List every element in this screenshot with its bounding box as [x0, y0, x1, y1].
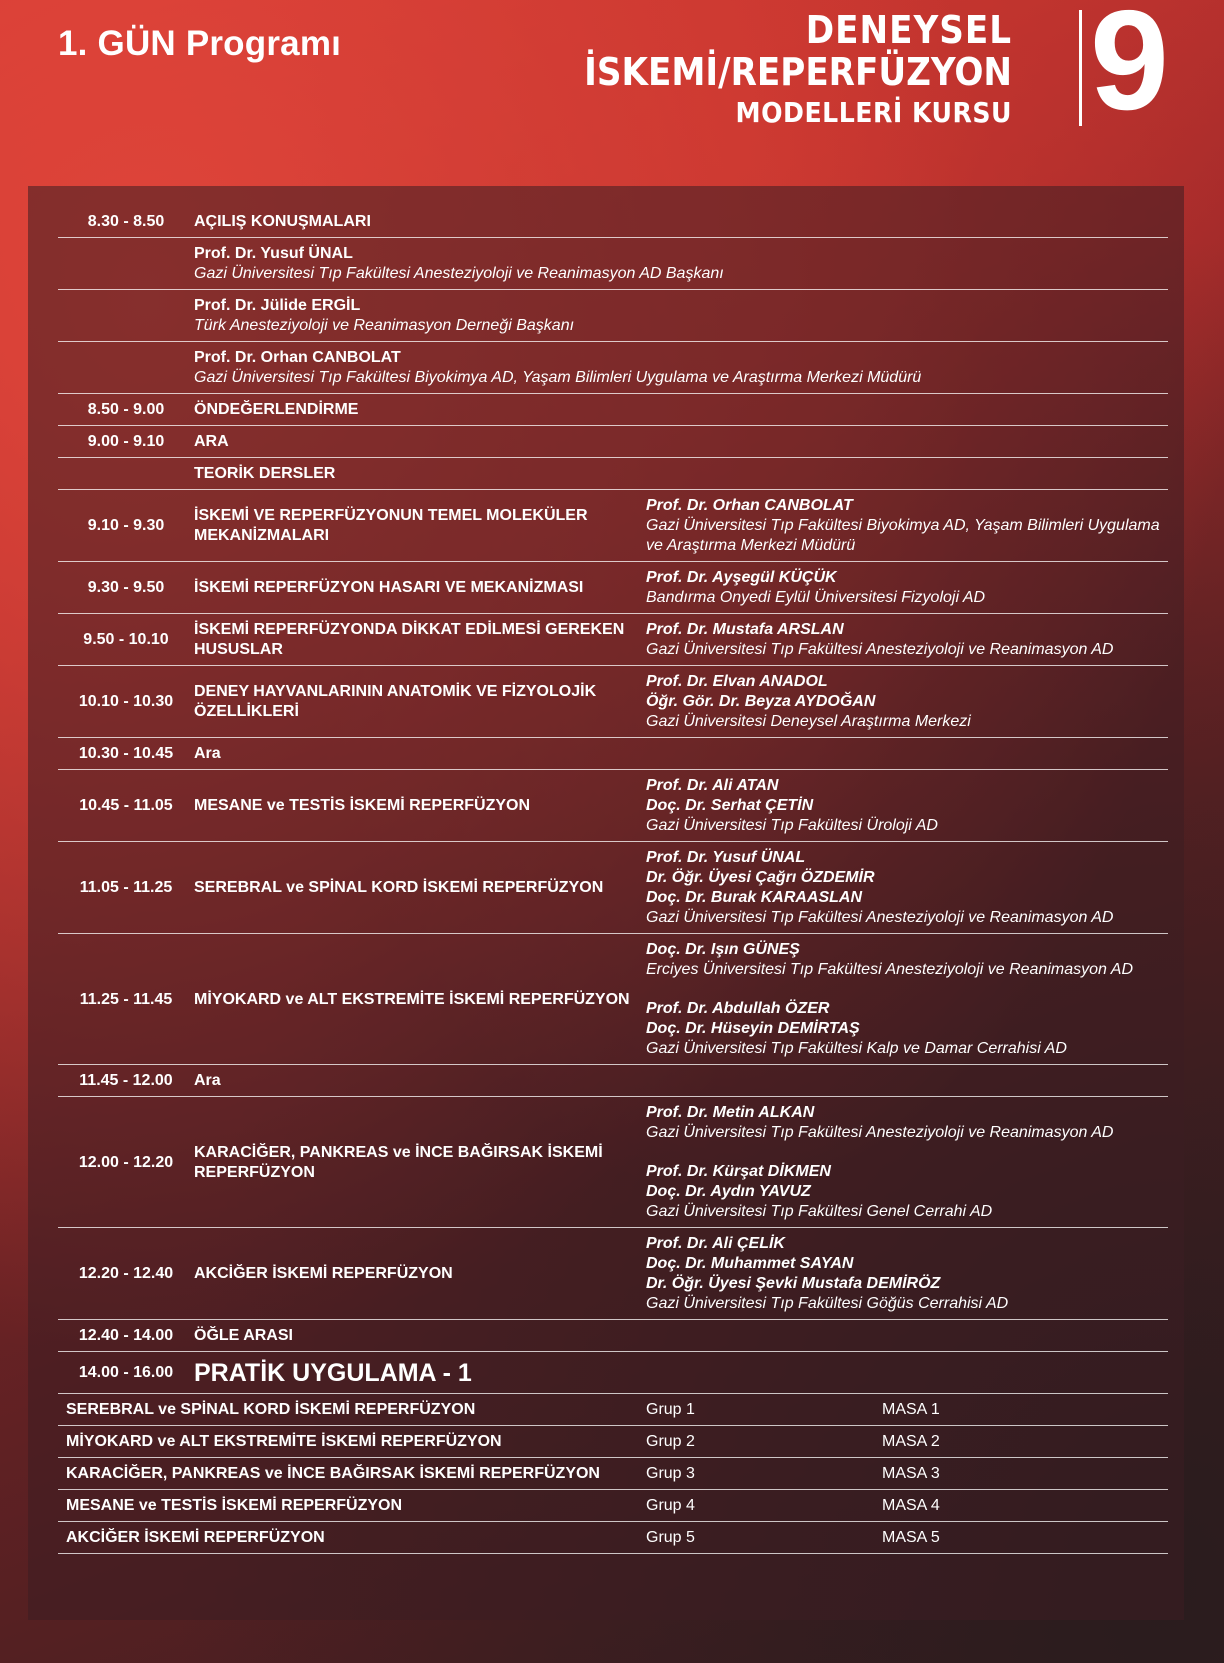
practical-row [58, 1458, 1168, 1490]
speaker-cell [646, 620, 1168, 660]
session-time: 9.10 - 9.30 [87, 517, 165, 534]
practical-topic: MİYOKARD ve ALT EKSTREMİTE İSKEMİ REPERFÜZYON [66, 1433, 502, 1450]
speaker-block [646, 940, 1168, 980]
session-topic: ÖNDEĞERLENDİRME [194, 401, 359, 418]
page-title: 1. GÜN Programı [58, 24, 342, 63]
speaker-name: Prof. Dr. Ayşegül KÜÇÜK [646, 569, 837, 586]
speaker-name: Prof. Dr. Metin ALKAN [646, 1104, 815, 1121]
session-time: 11.05 - 11.25 [79, 879, 173, 896]
session-row [58, 562, 1168, 614]
session-time: 14.00 - 16.00 [78, 1364, 174, 1381]
speaker-block [646, 620, 1168, 660]
session-topic: ARA [194, 433, 229, 450]
session-time: 12.20 - 12.40 [78, 1265, 174, 1282]
practical-table: MASA 1 [882, 1401, 940, 1418]
speaker-cell [646, 1234, 1168, 1314]
session-topic: SEREBRAL ve SPİNAL KORD İSKEMİ REPERFÜZYON [194, 879, 604, 896]
opening-speaker-row [58, 290, 1168, 342]
speaker-name: Prof. Dr. Kürşat DİKMEN [646, 1163, 831, 1180]
session-row [58, 1065, 1168, 1097]
speaker-affiliation: Gazi Üniversitesi Tıp Fakültesi Anesteziyoloji ve Reanimasyon AD Başkanı [194, 265, 724, 282]
practical-row [58, 1426, 1168, 1458]
session-time: 10.45 - 11.05 [79, 797, 173, 814]
logo-line-1: DENEYSEL [805, 8, 1012, 52]
speaker-cell [646, 848, 1168, 928]
speaker-name: Doç. Dr. Serhat ÇETİN [646, 797, 814, 814]
program-panel [28, 186, 1184, 1620]
session-list [58, 394, 1168, 1394]
session-row [58, 1228, 1168, 1320]
practical-table: MASA 2 [882, 1433, 940, 1450]
practical-list [58, 1394, 1168, 1554]
schedule-table [58, 206, 1168, 1554]
session-topic: MESANE ve TESTİS İSKEMİ REPERFÜZYON [194, 797, 531, 814]
session-topic: DENEY HAYVANLARININ ANATOMİK VE FİZYOLOJİK ÖZELLİKLERİ [194, 683, 597, 720]
speaker-affiliation: Gazi Üniversitesi Tıp Fakültesi Anesteziyoloji ve Reanimasyon AD [646, 1124, 1114, 1141]
session-row [58, 666, 1168, 738]
session-time: 9.30 - 9.50 [87, 579, 165, 596]
speaker-cell [646, 1103, 1168, 1222]
speaker-name: Prof. Dr. Orhan CANBOLAT [194, 349, 401, 366]
session-row [58, 458, 1168, 490]
speaker-affiliation: Gazi Üniversitesi Tıp Fakültesi Biyokimya AD, Yaşam Bilimleri Uygulama ve Araştırma Merkezi Müdürü [646, 517, 1160, 554]
practical-group: Grup 4 [646, 1497, 695, 1514]
session-row [58, 490, 1168, 562]
speaker-cell [646, 496, 1168, 556]
session-time: 12.00 - 12.20 [78, 1153, 174, 1171]
logo-number: 9 [1090, 0, 1169, 140]
speaker-block [646, 999, 1168, 1059]
speaker-affiliation: Gazi Üniversitesi Tıp Fakültesi Kalp ve Damar Cerrahisi AD [646, 1040, 1067, 1057]
speaker-block [646, 776, 1168, 836]
speaker-block [646, 568, 1168, 608]
practical-table: MASA 3 [882, 1465, 940, 1482]
practical-topic: MESANE ve TESTİS İSKEMİ REPERFÜZYON [66, 1497, 403, 1514]
session-time: 11.45 - 12.00 [79, 1072, 173, 1089]
session-row [58, 426, 1168, 458]
session-topic: AKCİĞER İSKEMİ REPERFÜZYON [194, 1265, 453, 1282]
speaker-affiliation: Gazi Üniversitesi Tıp Fakültesi Anesteziyoloji ve Reanimasyon AD [646, 641, 1114, 658]
speaker-name: Prof. Dr. Abdullah ÖZER [646, 1000, 830, 1017]
practical-topic: KARACİĞER, PANKREAS ve İNCE BAĞIRSAK İSKEMİ REPERFÜZYON [66, 1465, 600, 1482]
practical-table: MASA 5 [882, 1529, 940, 1546]
session-time: 8.50 - 9.00 [87, 401, 165, 418]
speaker-affiliation: Gazi Üniversitesi Deneysel Araştırma Merkezi [646, 713, 971, 730]
practical-topic: SEREBRAL ve SPİNAL KORD İSKEMİ REPERFÜZYON [66, 1401, 476, 1418]
speaker-block [646, 1162, 1168, 1222]
speaker-block [646, 496, 1168, 556]
session-topic: Ara [194, 1072, 221, 1089]
practical-row [58, 1522, 1168, 1554]
session-topic: İSKEMİ REPERFÜZYON HASARI VE MEKANİZMASI [194, 579, 584, 596]
course-logo [584, 0, 1169, 140]
speaker-name: Dr. Öğr. Üyesi Şevki Mustafa DEMİRÖZ [646, 1275, 941, 1292]
logo-divider [1079, 10, 1082, 126]
session-topic: ÖĞLE ARASI [194, 1327, 293, 1344]
speaker-affiliation: Gazi Üniversitesi Tıp Fakültesi Anesteziyoloji ve Reanimasyon AD [646, 909, 1114, 926]
session-row [58, 394, 1168, 426]
practical-group: Grup 1 [646, 1401, 695, 1418]
practical-group: Grup 5 [646, 1529, 695, 1546]
session-time: 8.30 - 8.50 [87, 213, 165, 230]
session-row [58, 934, 1168, 1065]
opening-speaker-row [58, 342, 1168, 394]
opening-row [58, 206, 1168, 238]
speaker-name: Doç. Dr. Muhammet SAYAN [646, 1255, 854, 1272]
speaker-affiliation: Gazi Üniversitesi Tıp Fakültesi Genel Cerrahi AD [646, 1203, 993, 1220]
speaker-block [646, 1103, 1168, 1143]
speaker-affiliation: Gazi Üniversitesi Tıp Fakültesi Biyokimya AD, Yaşam Bilimleri Uygulama ve Araştırma Merkezi Müdürü [194, 369, 922, 386]
session-row [58, 738, 1168, 770]
session-row [58, 1097, 1168, 1228]
session-row [58, 614, 1168, 666]
speaker-name: Prof. Dr. Ali ÇELİK [646, 1235, 785, 1252]
logo-line-3: MODELLERİ KURSU [735, 96, 1012, 129]
practical-topic: AKCİĞER İSKEMİ REPERFÜZYON [66, 1529, 325, 1546]
session-topic: AÇILIŞ KONUŞMALARI [194, 213, 371, 230]
speaker-name: Dr. Öğr. Üyesi Çağrı ÖZDEMİR [646, 869, 875, 886]
practical-table: MASA 4 [882, 1497, 940, 1514]
speaker-block [646, 848, 1168, 928]
speaker-affiliation: Gazi Üniversitesi Tıp Fakültesi Üroloji AD [646, 817, 938, 834]
session-time: 11.25 - 11.45 [79, 990, 173, 1008]
practical-group: Grup 3 [646, 1465, 695, 1482]
speaker-block [646, 1234, 1168, 1314]
speaker-affiliation: Erciyes Üniversitesi Tıp Fakültesi Anesteziyoloji ve Reanimasyon AD [646, 961, 1133, 978]
speaker-name: Prof. Dr. Mustafa ARSLAN [646, 621, 844, 638]
speaker-affiliation: Gazi Üniversitesi Tıp Fakültesi Göğüs Cerrahisi AD [646, 1295, 1009, 1312]
session-topic: PRATİK UYGULAMA - 1 [194, 1359, 472, 1387]
session-topic: İSKEMİ VE REPERFÜZYONUN TEMEL MOLEKÜLER MEKANİZMALARI [194, 507, 588, 544]
practical-row [58, 1394, 1168, 1426]
speaker-name: Öğr. Gör. Dr. Beyza AYDOĞAN [646, 693, 876, 710]
practical-row [58, 1490, 1168, 1522]
speaker-name: Doç. Dr. Işın GÜNEŞ [646, 941, 800, 958]
speaker-name: Prof. Dr. Jülide ERGİL [194, 297, 361, 314]
session-topic: Ara [194, 745, 221, 762]
session-topic: TEORİK DERSLER [194, 465, 336, 482]
speaker-block [646, 672, 1168, 732]
opening-speaker-row [58, 238, 1168, 290]
session-time: 9.00 - 9.10 [87, 433, 165, 450]
speaker-affiliation: Türk Anesteziyoloji ve Reanimasyon Derneği Başkanı [194, 317, 575, 334]
speaker-name: Doç. Dr. Aydın YAVUZ [646, 1183, 811, 1200]
speaker-name: Prof. Dr. Yusuf ÜNAL [194, 245, 353, 262]
speaker-cell [646, 672, 1168, 732]
speaker-cell [646, 568, 1168, 608]
speaker-name: Prof. Dr. Yusuf ÜNAL [646, 849, 806, 866]
session-row [58, 1352, 1168, 1394]
session-topic: KARACİĞER, PANKREAS ve İNCE BAĞIRSAK İSKEMİ REPERFÜZYON [194, 1143, 603, 1181]
speaker-name: Doç. Dr. Hüseyin DEMİRTAŞ [646, 1020, 860, 1037]
session-row [58, 842, 1168, 934]
session-topic: İSKEMİ REPERFÜZYONDA DİKKAT EDİLMESİ GEREKEN HUSUSLAR [194, 621, 625, 658]
session-time: 12.40 - 14.00 [78, 1327, 174, 1344]
speaker-affiliation: Bandırma Onyedi Eylül Üniversitesi Fizyoloji AD [646, 589, 986, 606]
session-time: 9.50 - 10.10 [83, 631, 169, 648]
session-row [58, 770, 1168, 842]
speaker-cell [646, 776, 1168, 836]
speaker-cell [646, 940, 1168, 1059]
speaker-name: Doç. Dr. Burak KARAASLAN [646, 889, 863, 906]
speaker-name: Prof. Dr. Elvan ANADOL [646, 673, 828, 690]
speaker-name: Prof. Dr. Orhan CANBOLAT [646, 497, 853, 514]
practical-group: Grup 2 [646, 1433, 695, 1450]
speaker-name: Prof. Dr. Ali ATAN [646, 777, 779, 794]
session-row [58, 1320, 1168, 1352]
session-time: 10.10 - 10.30 [78, 693, 174, 710]
session-topic: MİYOKARD ve ALT EKSTREMİTE İSKEMİ REPERFÜZYON [194, 990, 630, 1008]
logo-line-2: İSKEMİ/REPERFÜZYON [584, 50, 1012, 94]
session-time: 10.30 - 10.45 [78, 745, 174, 762]
